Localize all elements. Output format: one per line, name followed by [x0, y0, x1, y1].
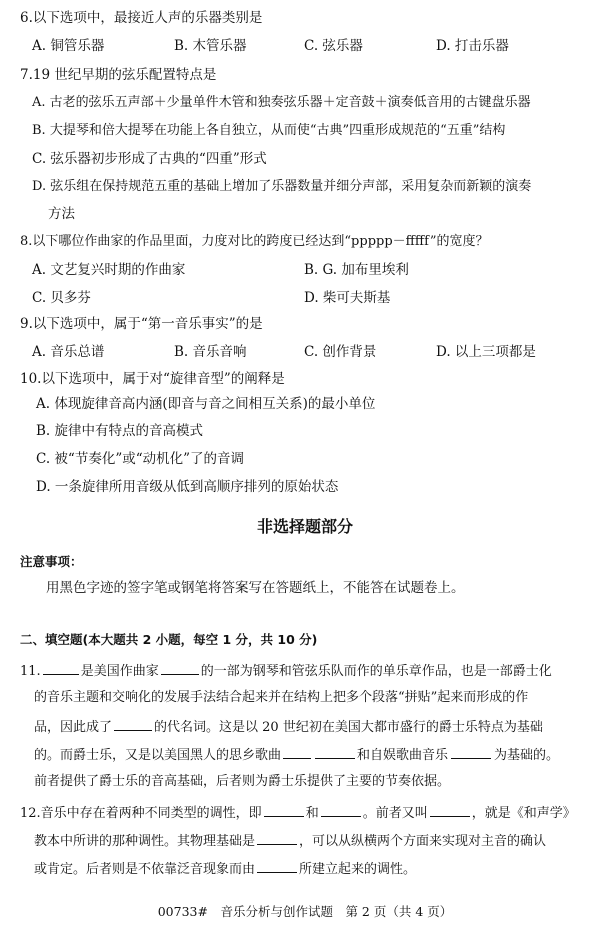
question-12-text-1b: 和 [305, 806, 319, 821]
question-11-text-4c: 为基础的。 [494, 748, 560, 763]
question-7-option-a: A. 古老的弦乐五声部＋少量单件木管和独奏弦乐器＋定音鼓＋演奏低音用的古键盘乐器 [32, 95, 531, 110]
question-12-text-1d: ，就是《和声学》 [471, 806, 576, 821]
question-9-option-d: D. 以上三项都是 [436, 344, 536, 360]
question-12-line-1 [20, 802, 576, 824]
notice-text: 用黑色字迹的签字笔或钢笔将答案写在答题纸上，不能答在试题卷上。 [46, 580, 465, 596]
question-12-line-2 [34, 830, 546, 852]
question-7-stem: 7.19 世纪早期的弦乐配置特点是 [20, 67, 217, 83]
question-11-blank-4 [315, 744, 355, 759]
notice-title: 注意事项： [20, 554, 83, 569]
question-12-blank-4 [257, 830, 297, 845]
question-7-option-d-cont: 方法 [48, 206, 75, 222]
question-6-option-b: B. 木管乐器 [174, 38, 247, 54]
question-11-text-1a: 是美国作曲家 [80, 664, 159, 679]
question-10-option-a: A. 体现旋律音高内涵(即音与音之间相互关系)的最小单位 [36, 396, 376, 412]
question-11-blank-1 [43, 660, 79, 675]
page-footer: 00733# 音乐分析与创作试题 第 2 页（共 4 页） [157, 904, 453, 919]
question-7-option-b: B. 大提琴和倍大提琴在功能上各自独立，从而使“古典”四重形成规范的“五重”结构 [32, 123, 506, 138]
question-8-option-a: A. 文艺复兴时期的作曲家 [32, 262, 186, 278]
question-12-text-3b: 所建立起来的调性。 [299, 862, 417, 877]
question-11-line-5: 前者提供了爵士乐的音高基础，后者则为爵士乐提供了主要的节奏依据。 [34, 774, 451, 789]
question-12-text-3a: 或肯定。后者则是不依靠泛音现象而由 [34, 862, 256, 877]
question-12-blank-5 [257, 858, 297, 873]
question-11-blank-5 [451, 744, 491, 759]
question-6-stem: 6.以下选项中，最接近人声的乐器类别是 [20, 10, 263, 26]
question-12-text-2a: 教本中所讲的那种调性。其物理基础是 [34, 834, 256, 849]
question-11-line-1 [20, 660, 552, 682]
question-12-text-1c: 。前者又叫 [362, 806, 428, 821]
question-12-blank-1 [264, 802, 304, 817]
question-8-option-d: D. 柴可夫斯基 [304, 290, 391, 306]
question-12-text-1a: 12.音乐中存在着两种不同类型的调性，即 [20, 806, 262, 821]
question-11-blank-2 [161, 660, 199, 675]
question-12-text-2b: ，可以从纵横两个方面来实现对主音的确认 [299, 834, 547, 849]
question-8-option-b: B. G. 加布里埃利 [304, 262, 409, 278]
question-8-option-c: C. 贝多芬 [32, 290, 91, 306]
question-9-stem: 9.以下选项中，属于“第一音乐事实”的是 [20, 316, 263, 332]
question-10-option-d: D. 一条旋律所用音级从低到高顺序排列的原始状态 [36, 479, 339, 495]
question-7-option-c: C. 弦乐器初步形成了古典的“四重”形式 [32, 151, 267, 167]
part-2-title: 二、填空题(本大题共 2 小题，每空 1 分，共 10 分) [20, 632, 318, 647]
question-11-text-1b: 的一部为钢琴和管弦乐队而作的单乐章作品，也是一部爵士化 [200, 664, 552, 679]
question-11-text-4b: 和自娱歌曲音乐 [357, 748, 449, 763]
question-9-option-a: A. 音乐总谱 [32, 344, 105, 360]
question-11-blank-3 [114, 716, 152, 731]
question-11-line-2: 的音乐主题和交响化的发展手法结合起来并在结构上把多个段落“拼贴”起来而形成的作 [34, 690, 529, 705]
section-title: 非选择题部分 [256, 517, 353, 536]
question-10-stem: 10.以下选项中，属于对“旋律音型”的阐释是 [20, 371, 285, 387]
question-6-option-a: A. 铜管乐器 [32, 38, 105, 54]
question-11-text-4a: 的。而爵士乐，又是以美国黑人的思乡歌曲 [34, 748, 282, 763]
question-11-line-4 [34, 744, 559, 766]
question-11-line-3 [34, 716, 543, 738]
question-9-option-c: C. 创作背景 [304, 344, 377, 360]
question-10-option-c: C. 被“节奏化”或“动机化”了的音调 [36, 451, 245, 467]
question-11-number: 11. [20, 664, 41, 679]
question-12-line-3 [34, 858, 416, 880]
question-11-dash [283, 749, 311, 759]
question-11-text-3a: 品，因此成了 [34, 720, 113, 735]
question-9-option-b: B. 音乐音响 [174, 344, 247, 360]
question-11-text-3b: 的代名词。这是以 20 世纪初在美国大都市盛行的爵士乐特点为基础 [154, 720, 543, 735]
question-6-option-d: D. 打击乐器 [436, 38, 509, 54]
question-12-blank-3 [430, 802, 470, 817]
question-8-stem: 8.以下哪位作曲家的作品里面，力度对比的跨度已经达到“ppppp－fffff”的宽度？ [20, 234, 489, 249]
question-10-option-b: B. 旋律中有特点的音高模式 [36, 423, 204, 439]
question-6-option-c: C. 弦乐器 [304, 38, 363, 54]
question-12-blank-2 [321, 802, 361, 817]
question-7-option-d: D. 弦乐组在保持规范五重的基础上增加了乐器数量并细分声部，采用复杂而新颖的演奏 [32, 179, 532, 194]
